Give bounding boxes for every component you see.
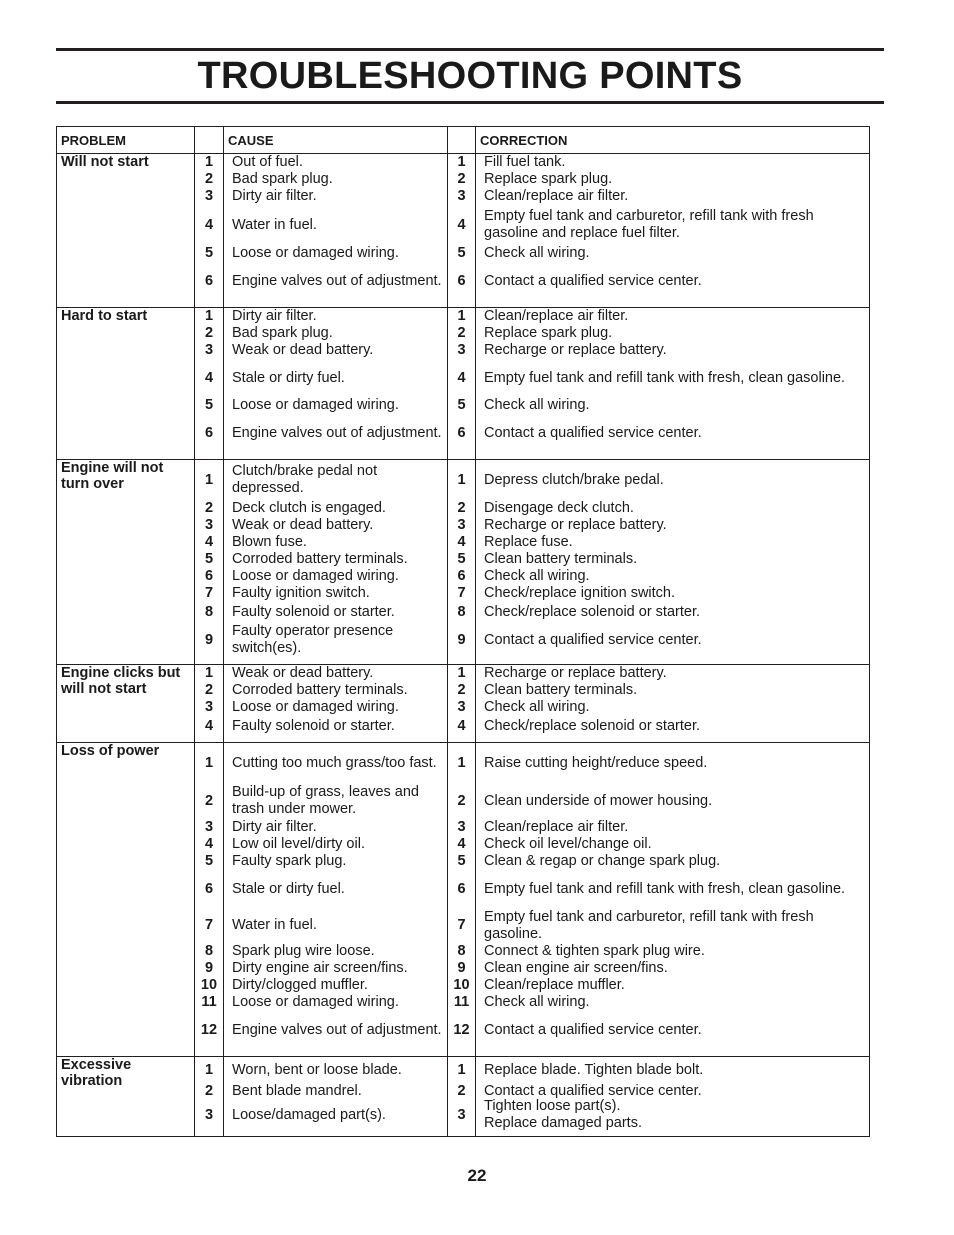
- cause-text: Dirty/clogged muffler.: [232, 977, 368, 994]
- cause-text: Engine valves out of adjustment.: [232, 273, 442, 290]
- correction-text: Raise cutting height/reduce speed.: [484, 754, 708, 771]
- correction-number: 3: [457, 699, 466, 716]
- text-cell: [224, 743, 448, 1057]
- text-cell: [224, 308, 448, 460]
- cause-number: 9: [204, 960, 214, 977]
- cause-text: Weak or dead battery.: [232, 342, 374, 359]
- cause-number: 2: [204, 325, 214, 342]
- cause-number: 5: [204, 551, 214, 568]
- cause-text: Out of fuel.: [232, 154, 303, 171]
- cause-number: 9: [204, 631, 214, 648]
- header-correction-number: [448, 127, 476, 154]
- page-number: 22: [467, 1166, 487, 1185]
- cause-text: Stale or dirty fuel.: [232, 880, 345, 897]
- problem-cell: Will not start: [57, 154, 195, 308]
- cause-number: 6: [204, 425, 214, 442]
- correction-text: Tighten loose part(s). Replace damaged parts.: [484, 1098, 642, 1131]
- correction-text: Clean/replace air filter.: [484, 819, 629, 836]
- number-cell: [195, 460, 224, 665]
- correction-number: 12: [453, 1022, 470, 1039]
- cause-number: 4: [204, 836, 214, 853]
- correction-number: 1: [457, 471, 466, 488]
- correction-number: 7: [457, 917, 466, 934]
- cause-number: 8: [204, 943, 214, 960]
- table-row: [57, 460, 870, 665]
- text-cell: [224, 1057, 448, 1137]
- correction-text: Check all wiring.: [484, 568, 590, 585]
- cause-text: Water in fuel.: [232, 917, 317, 934]
- correction-number: 6: [457, 880, 466, 897]
- correction-number: 1: [457, 308, 466, 325]
- correction-number: 6: [457, 568, 466, 585]
- cause-number: 2: [204, 1083, 214, 1100]
- cause-number: 3: [204, 517, 214, 534]
- correction-text: Check/replace solenoid or starter.: [484, 717, 700, 734]
- cause-text: Loose or damaged wiring.: [232, 397, 399, 414]
- cause-number: 3: [204, 188, 214, 205]
- correction-number: 3: [457, 342, 466, 359]
- problem-cell: Loss of power: [57, 743, 195, 1057]
- correction-text: Clean battery terminals.: [484, 682, 638, 699]
- table-row: [57, 308, 870, 460]
- correction-number: 11: [453, 994, 470, 1011]
- cause-text: Water in fuel.: [232, 216, 317, 233]
- cause-text: Weak or dead battery.: [232, 665, 374, 682]
- correction-number: 1: [457, 154, 466, 171]
- correction-text: Replace spark plug.: [484, 325, 613, 342]
- cause-text: Weak or dead battery.: [232, 517, 374, 534]
- cause-number: 1: [204, 471, 214, 488]
- number-cell: [195, 154, 224, 308]
- number-cell: [448, 154, 476, 308]
- correction-text: Empty fuel tank and carburetor, refill tank with fresh gasoline.: [484, 908, 814, 942]
- cause-text: Bad spark plug.: [232, 325, 333, 342]
- cause-number: 4: [204, 717, 214, 734]
- cause-text: Engine valves out of adjustment.: [232, 425, 442, 442]
- cause-text: Faulty ignition switch.: [232, 585, 370, 602]
- cause-text: Loose or damaged wiring.: [232, 994, 399, 1011]
- number-cell: [195, 1057, 224, 1137]
- correction-text: Clean battery terminals.: [484, 551, 638, 568]
- correction-number: 5: [457, 551, 466, 568]
- table-row: [57, 743, 870, 1057]
- correction-number: 2: [457, 171, 466, 188]
- cause-text: Build-up of grass, leaves and trash under mower.: [232, 784, 419, 817]
- cause-number: 8: [204, 603, 214, 620]
- cause-number: 5: [204, 397, 214, 414]
- correction-number: 9: [457, 960, 466, 977]
- number-cell: [195, 308, 224, 460]
- text-cell: [476, 154, 870, 308]
- cause-number: 6: [204, 568, 214, 585]
- correction-number: 2: [457, 500, 466, 517]
- correction-text: Check/replace ignition switch.: [484, 585, 676, 602]
- correction-text: Clean/replace muffler.: [484, 977, 625, 994]
- correction-text: Check all wiring.: [484, 245, 590, 262]
- cause-number: 3: [204, 699, 214, 716]
- text-cell: [476, 665, 870, 743]
- cause-text: Dirty air filter.: [232, 308, 317, 325]
- table-row: [57, 665, 870, 743]
- page-title: TROUBLESHOOTING POINTS: [197, 55, 743, 97]
- correction-text: Fill fuel tank.: [484, 154, 566, 171]
- correction-number: 4: [457, 836, 466, 853]
- correction-number: 2: [457, 1083, 466, 1100]
- correction-number: 5: [457, 397, 466, 414]
- cause-text: Faulty operator presence switch(es).: [232, 623, 394, 656]
- text-cell: [476, 1057, 870, 1137]
- problem-cell: Engine will not turn over: [57, 460, 195, 665]
- cause-text: Deck clutch is engaged.: [232, 500, 386, 517]
- cause-text: Worn, bent or loose blade.: [232, 1061, 402, 1078]
- header-problem: PROBLEM: [57, 127, 195, 154]
- correction-text: Replace fuse.: [484, 534, 573, 551]
- cause-text: Spark plug wire loose.: [232, 943, 375, 960]
- cause-text: Loose or damaged wiring.: [232, 568, 399, 585]
- number-cell: [448, 308, 476, 460]
- correction-text: Contact a qualified service center.: [484, 273, 702, 290]
- cause-number: 2: [204, 500, 214, 517]
- cause-number: 1: [204, 308, 214, 325]
- correction-text: Empty fuel tank and carburetor, refill tank with fresh gasoline and replace fuel filter.: [484, 208, 814, 241]
- cause-number: 5: [204, 245, 214, 262]
- cause-number: 2: [204, 792, 214, 809]
- correction-number: 2: [457, 325, 466, 342]
- correction-number: 4: [457, 717, 466, 734]
- correction-text: Disengage deck clutch.: [484, 500, 634, 517]
- correction-text: Empty fuel tank and refill tank with fresh, clean gasoline.: [484, 880, 846, 897]
- correction-text: Empty fuel tank and refill tank with fresh, clean gasoline.: [484, 369, 846, 386]
- correction-text: Check all wiring.: [484, 699, 590, 716]
- cause-text: Engine valves out of adjustment.: [232, 1022, 442, 1039]
- correction-text: Clean engine air screen/fins.: [484, 960, 668, 977]
- cause-number: 6: [204, 880, 214, 897]
- header-cause-number: [195, 127, 224, 154]
- text-cell: [224, 665, 448, 743]
- cause-number: 2: [204, 171, 214, 188]
- cause-number: 5: [204, 853, 214, 870]
- table-body: [57, 154, 870, 1137]
- correction-text: Contact a qualified service center.: [484, 631, 702, 648]
- correction-number: 6: [457, 425, 466, 442]
- troubleshooting-table: [56, 126, 870, 1137]
- bottom-rule: [56, 101, 884, 104]
- table-header-row: [57, 127, 870, 154]
- cause-text: Stale or dirty fuel.: [232, 369, 345, 386]
- correction-text: Clean underside of mower housing.: [484, 792, 713, 809]
- cause-number: 4: [204, 369, 214, 386]
- correction-text: Replace blade. Tighten blade bolt.: [484, 1061, 704, 1078]
- correction-text: Clean & regap or change spark plug.: [484, 853, 721, 870]
- cause-number: 6: [204, 273, 214, 290]
- correction-number: 4: [457, 216, 466, 233]
- correction-number: 8: [457, 943, 466, 960]
- correction-number: 2: [457, 682, 466, 699]
- correction-number: 1: [457, 1061, 466, 1078]
- correction-text: Clean/replace air filter.: [484, 308, 629, 325]
- cause-number: 1: [204, 1061, 214, 1078]
- top-rule: [56, 48, 884, 51]
- header-cause: CAUSE: [224, 127, 448, 154]
- cause-text: Loose or damaged wiring.: [232, 245, 399, 262]
- problem-cell: Excessive vibration: [57, 1057, 195, 1137]
- cause-number: 11: [201, 994, 217, 1011]
- correction-text: Recharge or replace battery.: [484, 342, 667, 359]
- cause-text: Dirty air filter.: [232, 188, 317, 205]
- cause-number: 3: [204, 819, 214, 836]
- problem-cell: Engine clicks but will not start: [57, 665, 195, 743]
- cause-text: Faulty solenoid or starter.: [232, 717, 395, 734]
- correction-text: Check/replace solenoid or starter.: [484, 603, 700, 620]
- correction-text: Contact a qualified service center.: [484, 1022, 702, 1039]
- number-cell: [448, 743, 476, 1057]
- text-cell: [224, 154, 448, 308]
- correction-text: Replace spark plug.: [484, 171, 613, 188]
- cause-number: 3: [204, 1106, 214, 1123]
- cause-text: Loose or damaged wiring.: [232, 699, 399, 716]
- text-cell: [476, 308, 870, 460]
- number-cell: [195, 665, 224, 743]
- cause-number: 7: [204, 585, 214, 602]
- correction-number: 2: [457, 792, 466, 809]
- correction-number: 3: [457, 188, 466, 205]
- correction-number: 9: [457, 631, 466, 648]
- cause-text: Loose/damaged part(s).: [232, 1106, 386, 1123]
- correction-number: 4: [457, 534, 466, 551]
- correction-number: 7: [457, 585, 466, 602]
- number-cell: [195, 743, 224, 1057]
- text-cell: [476, 460, 870, 665]
- cause-text: Cutting too much grass/too fast.: [232, 754, 437, 771]
- number-cell: [448, 665, 476, 743]
- cause-text: Faulty spark plug.: [232, 853, 347, 870]
- correction-number: 5: [457, 853, 466, 870]
- cause-text: Dirty air filter.: [232, 819, 317, 836]
- correction-number: 6: [457, 273, 466, 290]
- cause-number: 1: [204, 154, 214, 171]
- cause-text: Bent blade mandrel.: [232, 1083, 362, 1100]
- number-cell: [448, 460, 476, 665]
- table-row: [57, 154, 870, 308]
- cause-number: 12: [200, 1022, 218, 1039]
- cause-number: 3: [204, 342, 214, 359]
- cause-number: 4: [204, 534, 214, 551]
- cause-text: Low oil level/dirty oil.: [232, 836, 365, 853]
- correction-text: Depress clutch/brake pedal.: [484, 471, 664, 488]
- cause-text: Faulty solenoid or starter.: [232, 603, 395, 620]
- cause-text: Clutch/brake pedal not depressed.: [232, 463, 378, 496]
- cause-text: Blown fuse.: [232, 534, 307, 551]
- correction-number: 10: [453, 977, 470, 994]
- cause-number: 1: [204, 754, 214, 771]
- problem-cell: Hard to start: [57, 308, 195, 460]
- cause-text: Bad spark plug.: [232, 171, 333, 188]
- correction-number: 1: [457, 754, 466, 771]
- correction-text: Contact a qualified service center.: [484, 1083, 702, 1100]
- correction-text: Clean/replace air filter.: [484, 188, 629, 205]
- number-cell: [448, 1057, 476, 1137]
- cause-text: Corroded battery terminals.: [232, 551, 408, 568]
- table-row: [57, 1057, 870, 1137]
- correction-text: Contact a qualified service center.: [484, 425, 702, 442]
- cause-number: 4: [204, 216, 214, 233]
- correction-text: Check all wiring.: [484, 397, 590, 414]
- correction-number: 3: [457, 1106, 466, 1123]
- correction-number: 3: [457, 819, 466, 836]
- correction-text: Check oil level/change oil.: [484, 836, 652, 853]
- correction-text: Connect & tighten spark plug wire.: [484, 943, 705, 960]
- cause-number: 10: [200, 977, 218, 994]
- text-cell: [224, 460, 448, 665]
- correction-text: Recharge or replace battery.: [484, 665, 667, 682]
- correction-text: Check all wiring.: [484, 994, 590, 1011]
- correction-text: Recharge or replace battery.: [484, 517, 667, 534]
- cause-number: 2: [204, 682, 214, 699]
- correction-number: 5: [457, 245, 466, 262]
- correction-number: 4: [457, 369, 466, 386]
- text-cell: [476, 743, 870, 1057]
- correction-number: 8: [457, 603, 466, 620]
- cause-number: 7: [204, 917, 214, 934]
- correction-number: 3: [457, 517, 466, 534]
- cause-number: 1: [204, 665, 214, 682]
- header-correction: CORRECTION: [476, 127, 870, 154]
- correction-number: 1: [457, 665, 466, 682]
- cause-text: Corroded battery terminals.: [232, 682, 408, 699]
- cause-text: Dirty engine air screen/fins.: [232, 960, 408, 977]
